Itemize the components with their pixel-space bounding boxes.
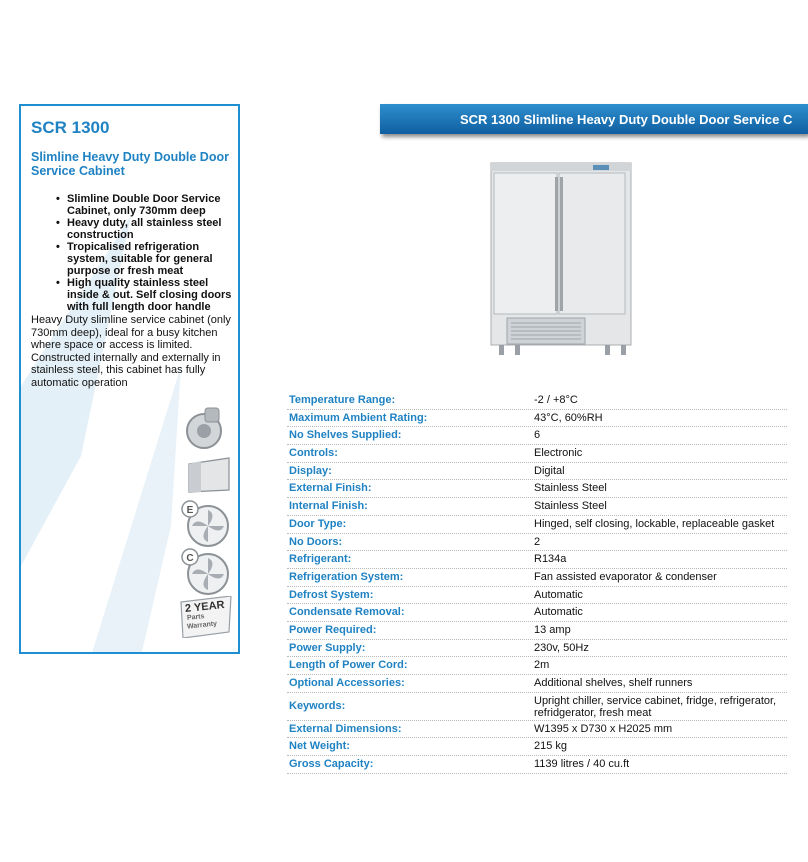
spec-row [287,587,787,605]
spec-row [287,569,787,587]
feature-item: • Heavy duty, all stainless steel construction [67,217,236,241]
spec-value: Additional shelves, shelf runners [534,677,693,689]
spec-label: Optional Accessories: [289,677,405,689]
spec-value: 43°C, 60%RH [534,411,603,424]
spec-value: R134a [534,553,567,566]
spec-value: W1395 x D730 x H2025 mm [534,722,673,735]
spec-value: Automatic [534,588,583,601]
feature-item: • Tropicalised refrigeration system, suitable for general purpose or fresh meat [67,241,236,277]
spec-row [287,551,787,569]
product-subtitle: Slimline Heavy Duty Double Door Service Cabinet [31,150,229,178]
spec-label: Keywords: [289,699,346,712]
spec-label: Defrost System: [289,588,374,601]
spec-row [287,427,787,445]
spec-value: 1139 litres / 40 cu.ft [534,758,630,771]
specification-table [287,392,787,774]
spec-label: Refrigeration System: [289,570,404,583]
spec-label: Temperature Range: [289,394,396,406]
spec-label: Condensate Removal: [289,606,405,619]
spec-label: Maximum Ambient Rating: [289,411,428,424]
svg-text:E: E [186,505,194,516]
spec-label: Length of Power Cord: [289,659,408,672]
fan-evaporator-icon [181,500,231,548]
spec-row [287,675,787,693]
spec-value: 230v, 50Hz [534,641,589,654]
warranty-badge-icon [179,596,233,638]
spec-row [287,756,787,774]
product-header-bar [380,104,808,134]
spec-row [287,445,787,463]
spec-value: Stainless Steel [534,482,607,495]
spec-label: Door Type: [289,517,347,530]
spec-value: -2 / +8°C [534,394,578,406]
product-summary-panel [19,104,240,654]
spec-label: Refrigerant: [289,553,352,566]
spec-row [287,392,787,410]
spec-label: Gross Capacity: [289,758,374,771]
feature-item: • High quality stainless steel inside & out. Self closing doors with full length door handle [67,277,236,313]
spec-label: Controls: [289,447,338,460]
castor-wheel-icon [185,406,227,450]
feature-item: • Slimline Double Door Service Cabinet, only 730mm deep [67,193,236,217]
warranty-years: 2 YEAR [184,598,226,616]
spec-row [287,622,787,640]
spec-value: 2m [534,659,550,672]
spec-row [287,640,787,658]
spec-row [287,410,787,428]
spec-label: Display: [289,464,332,477]
spec-value: 6 [534,429,541,442]
spec-row [287,693,787,721]
spec-label: External Dimensions: [289,722,402,735]
spec-value: Hinged, self closing, lockable, replaceable gasket [534,517,775,530]
spec-label: External Finish: [289,482,372,495]
spec-value: Digital [534,464,565,477]
spec-value: 2 [534,535,541,548]
product-description: Heavy Duty slimline service cabinet (only 730mm deep), ideal for a busy kitchen where space or access is limited. Constructed internally and externally in stainless steel, this cabinet has fully automatic operation [31,314,231,389]
spec-value: Automatic [534,606,583,619]
warranty-label: Warranty [186,620,218,631]
spec-value: 13 amp [534,623,571,636]
spec-row [287,738,787,756]
spec-value: Upright chiller, service cabinet, fridge, refrigerator, refridgerator, fresh meat [534,694,777,719]
spec-value: Electronic [534,447,583,460]
spec-row [287,516,787,534]
fan-condenser-icon [181,548,231,596]
spec-value: Fan assisted evaporator & condenser [534,570,717,583]
product-image [481,153,633,373]
spec-row [287,657,787,675]
spec-row [287,721,787,739]
product-code: SCR 1300 [31,118,110,137]
stainless-steel-finish-icon [187,456,231,494]
spec-row [287,480,787,498]
spec-value: Stainless Steel [534,500,607,513]
spec-label: Power Required: [289,623,377,636]
warranty-parts: Parts [186,613,205,622]
spec-row [287,498,787,516]
spec-label: Internal Finish: [289,500,368,513]
feature-list [31,193,236,313]
spec-value: 215 kg [534,740,568,753]
spec-row [287,463,787,481]
spec-row [287,534,787,552]
svg-text:C: C [186,553,194,564]
spec-label: No Shelves Supplied: [289,429,402,442]
spec-row [287,604,787,622]
header-title: SCR 1300 Slimline Heavy Duty Double Door Service C [460,112,793,127]
spec-label: Net Weight: [289,740,350,753]
spec-label: Power Supply: [289,641,366,654]
spec-label: No Doors: [289,535,343,548]
